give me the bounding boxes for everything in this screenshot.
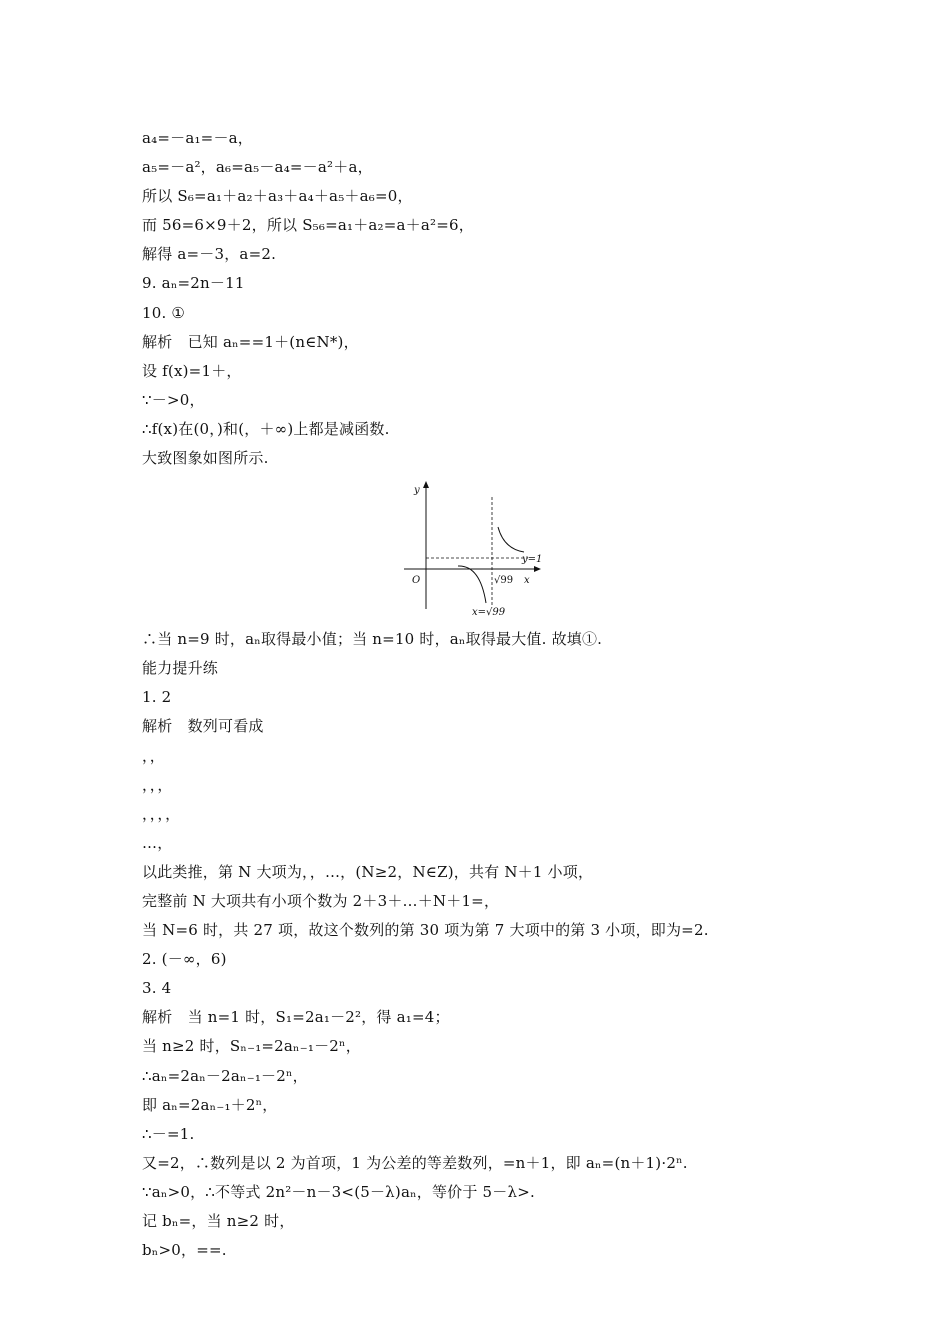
answer-2: 2. (－∞，6): [142, 950, 227, 969]
curve-left-branch: [458, 566, 486, 603]
text-line: …，: [142, 833, 173, 852]
text-line: 大致图象如图所示.: [142, 449, 269, 468]
text-line: a₄=－a₁=－a，: [142, 129, 253, 147]
text-line: ，，: [142, 746, 165, 765]
horizontal-asymptote-label: y=1: [522, 554, 543, 566]
document-content: [142, 124, 862, 1265]
text-line: 解析 已知 aₙ==1＋(n∈N*)，: [142, 332, 359, 351]
text-line: 解析 数列可看成: [142, 717, 264, 736]
origin-label: O: [412, 575, 421, 587]
text-line: ∵aₙ>0，∴不等式 2n²－n－3<(5－λ)aₙ，等价于 5－λ>.: [142, 1182, 535, 1201]
text-line: ∴当 n=9 时，aₙ取得最小值；当 n=10 时，aₙ取得最大值. 故填①.: [142, 630, 603, 649]
answer-3: 3. 4: [142, 979, 172, 998]
text-line: bₙ>0，==.: [142, 1241, 227, 1260]
text-line: 记 bₙ=，当 n≥2 时，: [142, 1212, 295, 1230]
text-line: ，，，，: [142, 804, 181, 823]
tick-label: √99: [494, 575, 514, 587]
text-line: 完整前 N 大项共有小项个数为 2＋3＋…＋N＋1=，: [142, 891, 500, 910]
text-line: 解得 a=－3，a=2.: [142, 245, 277, 264]
x-axis-label: x: [524, 575, 530, 587]
answer-9: 9. aₙ=2n－11: [142, 274, 245, 293]
text-line: ∵－>0，: [142, 390, 205, 409]
text-line: 解析 当 n=1 时，S₁=2a₁－2²，得 a₁=4；: [142, 1008, 450, 1027]
y-axis-label: y: [414, 485, 420, 497]
text-line: 当 n≥2 时，Sₙ₋₁=2aₙ₋₁－2ⁿ，: [142, 1037, 361, 1056]
text-line: 当 N=6 时，共 27 项，故这个数列的第 30 项为第 7 大项中的第 3 小项，即为=2.: [142, 921, 709, 940]
text-line: 即 aₙ=2aₙ₋₁＋2ⁿ，: [142, 1095, 278, 1114]
text-line: 以此类推，第 N 大项为，，…，(N≥2，N∈Z)，共有 N＋1 小项，: [142, 862, 594, 881]
vertical-asymptote-label: x=√99: [472, 607, 506, 618]
function-graph-figure: [142, 473, 862, 625]
text-line: 又=2，∴数列是以 2 为首项，1 为公差的等差数列，=n＋1，即 aₙ=(n＋1)·2ⁿ.: [142, 1153, 688, 1172]
text-line: ∴f(x)在(0，)和(，＋∞)上都是减函数.: [142, 419, 390, 438]
x-axis-arrow: [534, 566, 541, 572]
text-line: ，，，: [142, 775, 173, 794]
answer-1: 1. 2: [142, 688, 172, 707]
function-graph: [400, 477, 550, 617]
answer-10: 10. ①: [142, 303, 186, 322]
text-line: ∴aₙ=2aₙ－2aₙ₋₁－2ⁿ，: [142, 1066, 308, 1085]
y-axis-arrow: [423, 481, 429, 488]
text-line: 所以 S₆=a₁＋a₂＋a₃＋a₄＋a₅＋a₆=0，: [142, 187, 413, 206]
text-line: 设 f(x)=1＋，: [142, 361, 242, 380]
text-line: ∴－=1.: [142, 1124, 195, 1143]
text-line: a₅=－a²，a₆=a₅－a₄=－a²＋a，: [142, 158, 373, 177]
curve-right-branch: [498, 527, 524, 552]
text-line: 而 56=6×9＋2，所以 S₅₆=a₁＋a₂=a＋a²=6，: [142, 216, 474, 235]
section-heading: 能力提升练: [142, 659, 219, 678]
